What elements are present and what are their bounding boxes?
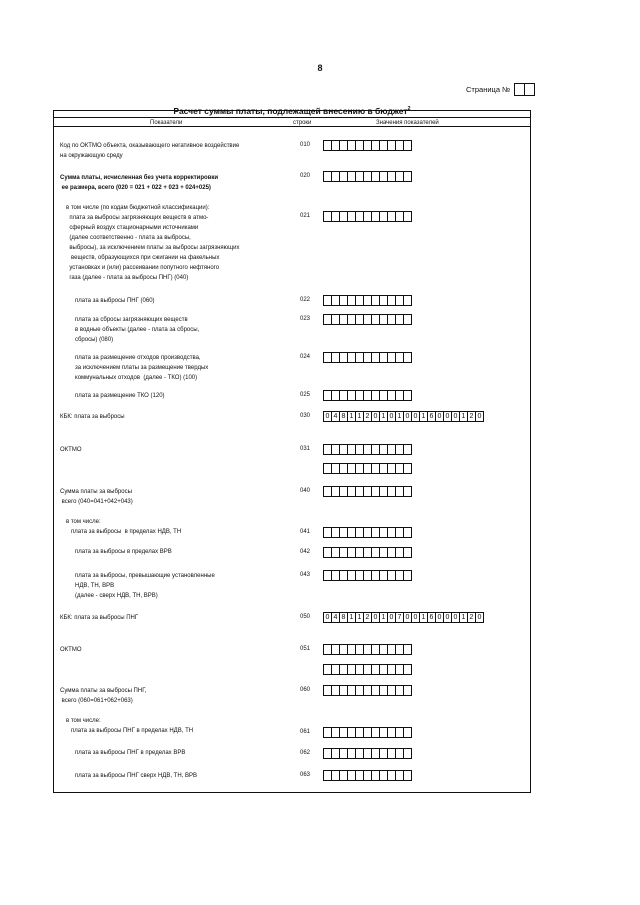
- line-code-041: 041: [300, 529, 311, 535]
- input-cell[interactable]: [403, 486, 412, 497]
- input-cells-042[interactable]: [323, 547, 411, 558]
- row-label-051: ОКТМО: [60, 647, 82, 653]
- input-cells-010[interactable]: [323, 140, 411, 151]
- input-cell[interactable]: 0: [435, 411, 444, 422]
- table-header: [53, 117, 531, 127]
- input-cell[interactable]: 0: [403, 411, 412, 422]
- section-title: [53, 106, 531, 116]
- input-cell[interactable]: [403, 463, 412, 474]
- line-code-022: 022: [300, 297, 311, 303]
- input-cell[interactable]: 0: [451, 612, 460, 623]
- input-cell[interactable]: 0: [387, 411, 396, 422]
- input-cell[interactable]: 1: [419, 612, 428, 623]
- input-cell[interactable]: [403, 390, 412, 401]
- input-cell[interactable]: 8: [339, 612, 348, 623]
- input-cell[interactable]: [403, 664, 412, 675]
- row-label-060: Сумма платы за выбросы ПНГ, всего (060=061+062+063): [60, 688, 147, 704]
- input-cells-043[interactable]: [323, 570, 411, 581]
- line-code-030: 030: [300, 413, 311, 419]
- input-cells-040[interactable]: [323, 486, 411, 497]
- section-title-footnote: 2: [407, 106, 411, 113]
- row-label-010: Код по ОКТМО объекта, оказывающего негативное воздействие на окружающую среду: [60, 143, 240, 159]
- input-cell[interactable]: [403, 644, 412, 655]
- input-cells-063[interactable]: [323, 770, 411, 781]
- oktmo-cells-031a[interactable]: [323, 444, 411, 455]
- input-cells-025[interactable]: [323, 390, 411, 401]
- input-cell[interactable]: 6: [427, 411, 436, 422]
- input-cell[interactable]: 1: [395, 411, 404, 422]
- input-cell[interactable]: [403, 444, 412, 455]
- input-cell[interactable]: [403, 748, 412, 759]
- input-cell[interactable]: 0: [387, 612, 396, 623]
- row-label-050: КБК: плата за выбросы ПНГ: [60, 615, 139, 621]
- input-cell[interactable]: 2: [467, 411, 476, 422]
- page-number-field: [466, 83, 534, 96]
- line-code-010: 010: [300, 142, 311, 148]
- input-cells-021[interactable]: [323, 211, 411, 222]
- page-number-cell[interactable]: [524, 83, 535, 96]
- input-cells-062[interactable]: [323, 748, 411, 759]
- page-number-label: Страница №: [466, 85, 511, 94]
- oktmo-cells-051b[interactable]: [323, 664, 411, 675]
- input-cell[interactable]: 0: [411, 612, 420, 623]
- input-cells-060[interactable]: [323, 685, 411, 696]
- line-code-060: 060: [300, 687, 311, 693]
- input-cell[interactable]: 2: [467, 612, 476, 623]
- section-title-text: Расчет суммы платы, подлежащей внесению в бюджет: [173, 106, 408, 116]
- input-cell[interactable]: 1: [419, 411, 428, 422]
- row-label-024: плата за размещение отходов производства, за исключением платы за размещение твердых коммунальных отходов (далее - ТКО) (100): [75, 355, 209, 381]
- row-label-025: плата за размещение ТКО (120): [75, 393, 165, 399]
- row-label-021: в том числе (по кодам бюджетной классификации): плата за выбросы загрязняющих веществ в атмо- сферный воздух стационарными источниками (далее соответственно - плата за выбросы, выбросы), за исключением платы за выбросы загрязняющих веществ, образующихся при сжигании на факельных установках и (или) рассеивании попутного нефтяного газа (далее - плата за выбросы ПНГ) (040): [66, 205, 240, 281]
- input-cell[interactable]: 0: [371, 411, 380, 422]
- input-cell[interactable]: 4: [331, 612, 340, 623]
- input-cell[interactable]: 1: [459, 612, 468, 623]
- row-label-042: плата за выбросы в пределах ВРВ: [75, 549, 172, 555]
- input-cell[interactable]: 0: [443, 411, 452, 422]
- input-cell[interactable]: 4: [331, 411, 340, 422]
- row-label-063: плата за выбросы ПНГ сверх НДВ, ТН, ВРВ: [75, 773, 198, 779]
- row-label-031: ОКТМО: [60, 447, 82, 453]
- input-cell[interactable]: 0: [371, 612, 380, 623]
- line-code-024: 024: [300, 354, 311, 360]
- line-code-063: 063: [300, 772, 311, 778]
- input-cell[interactable]: [403, 171, 412, 182]
- input-cell[interactable]: 1: [347, 411, 356, 422]
- input-cell[interactable]: 0: [475, 612, 484, 623]
- row-label-061: в том числе: плата за выбросы ПНГ в пределах НДВ, ТН: [66, 718, 194, 734]
- kbk-cells-050[interactable]: [323, 612, 483, 623]
- input-cell[interactable]: 0: [403, 612, 412, 623]
- line-code-031: 031: [300, 446, 311, 452]
- input-cell[interactable]: [403, 352, 412, 363]
- row-label-022: плата за выбросы ПНГ (060): [75, 298, 155, 304]
- input-cells-061[interactable]: [323, 727, 411, 738]
- line-code-040: 040: [300, 488, 311, 494]
- header-values: Значения показателей: [376, 120, 439, 126]
- page-number: 8: [317, 63, 323, 73]
- header-line-code: строки: [293, 120, 312, 126]
- row-label-030: КБК: плата за выбросы: [60, 414, 125, 420]
- row-label-040: Сумма платы за выбросы всего (040=041+042+043): [60, 489, 133, 505]
- input-cell[interactable]: 1: [459, 411, 468, 422]
- input-cell[interactable]: [403, 140, 412, 151]
- input-cells-041[interactable]: [323, 527, 411, 538]
- line-code-021: 021: [300, 213, 311, 219]
- input-cell[interactable]: 1: [347, 612, 356, 623]
- input-cell[interactable]: 1: [379, 612, 388, 623]
- input-cell[interactable]: 2: [363, 612, 372, 623]
- row-label-020: Сумма платы, исчисленная без учета корректировки ее размера, всего (020 = 021 + 022 + 023 + 024+025): [60, 175, 219, 191]
- line-code-050: 050: [300, 614, 311, 620]
- input-cell[interactable]: 2: [363, 411, 372, 422]
- input-cell[interactable]: [403, 685, 412, 696]
- line-code-061: 061: [300, 729, 311, 735]
- line-code-025: 025: [300, 392, 311, 398]
- input-cell[interactable]: 0: [323, 612, 332, 623]
- input-cell[interactable]: 0: [443, 612, 452, 623]
- input-cell[interactable]: [403, 314, 412, 325]
- input-cell[interactable]: 0: [435, 612, 444, 623]
- row-label-043: плата за выбросы, превышающие установленные НДВ, ТН, ВРВ (далее - сверх НДВ, ТН, ВРВ): [75, 573, 215, 599]
- input-cell[interactable]: 1: [355, 411, 364, 422]
- input-cell[interactable]: 0: [411, 411, 420, 422]
- input-cell[interactable]: [403, 527, 412, 538]
- input-cell[interactable]: 0: [475, 411, 484, 422]
- input-cells-022[interactable]: [323, 295, 411, 306]
- input-cell[interactable]: [403, 547, 412, 558]
- line-code-042: 042: [300, 549, 311, 555]
- line-code-023: 023: [300, 316, 311, 322]
- line-code-062: 062: [300, 750, 311, 756]
- row-label-041: в том числе: плата за выбросы в пределах НДВ, ТН: [66, 519, 182, 535]
- kbk-cells-030[interactable]: [323, 411, 483, 422]
- input-cell[interactable]: 8: [339, 411, 348, 422]
- input-cell[interactable]: [403, 727, 412, 738]
- header-indicators: Показатели: [150, 120, 183, 126]
- input-cell[interactable]: 0: [451, 411, 460, 422]
- input-cell[interactable]: [403, 770, 412, 781]
- input-cell[interactable]: [403, 295, 412, 306]
- input-cell[interactable]: [403, 570, 412, 581]
- row-label-023: плата за сбросы загрязняющих веществ в водные объекты (далее - плата за сбросы, сбросы) (080): [75, 317, 200, 343]
- input-cell[interactable]: 0: [323, 411, 332, 422]
- oktmo-cells-031b[interactable]: [323, 463, 411, 474]
- line-code-020: 020: [300, 173, 311, 179]
- input-cell[interactable]: 7: [395, 612, 404, 623]
- input-cell[interactable]: [403, 211, 412, 222]
- input-cells-020[interactable]: [323, 171, 411, 182]
- input-cells-023[interactable]: [323, 314, 411, 325]
- row-label-062: плата за выбросы ПНГ в пределах ВРВ: [75, 750, 186, 756]
- line-code-043: 043: [300, 572, 311, 578]
- input-cell[interactable]: 1: [379, 411, 388, 422]
- input-cells-024[interactable]: [323, 352, 411, 363]
- oktmo-cells-051a[interactable]: [323, 644, 411, 655]
- input-cell[interactable]: 1: [355, 612, 364, 623]
- input-cell[interactable]: 6: [427, 612, 436, 623]
- line-code-051: 051: [300, 646, 311, 652]
